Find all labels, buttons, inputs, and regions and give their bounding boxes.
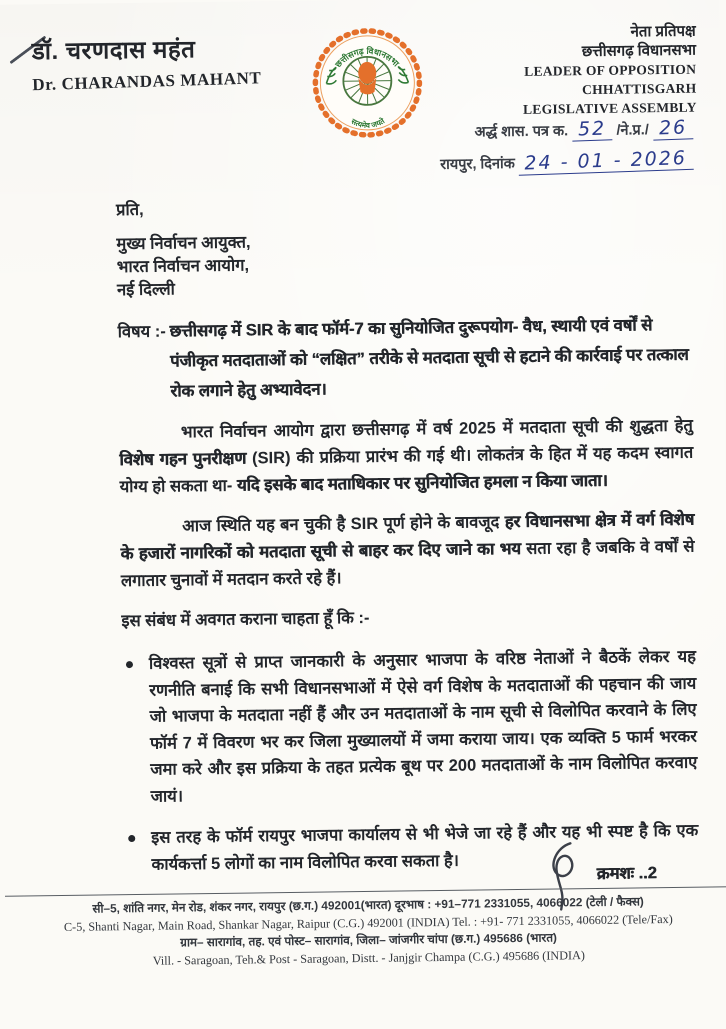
list-item xyxy=(122,644,698,810)
addressee-line-3: नई दिल्ली xyxy=(116,280,175,300)
paragraph-1-bold-1: विशेष गहन पुनरीक्षण xyxy=(119,449,247,470)
subject-text: छत्तीसगढ़ में SIR के बाद फॉर्म-7 का सुनियोजित दुरूपयोग- वैध, स्थायी एवं वर्षों से पंजीकृत मतदाताओं को “लक्षित” तरीके से मतदाता सूची से हटाने की कार्रवाई पर तत्काल रोक लगाने हेतु अभ्यावेदन। xyxy=(169,316,689,401)
emblem-arc-top-text: छत्तीसगढ़ विधानसभा xyxy=(332,45,402,70)
date-handwritten: 24 - 01 - 2026 xyxy=(519,148,694,176)
emblem-center-figure xyxy=(358,62,376,95)
footer-address-hindi-1: सी–5, शांति नगर, मेन रोड, शंकर नगर, रायपुर (छ.ग.) 492001(भारत) दूरभाष : +91–771 2331055, 4066022 (टेली / फैक्स) xyxy=(92,894,644,916)
sender-name-hindi: डॉ. चरणदास महंत xyxy=(31,36,196,66)
footer-address-block xyxy=(5,892,726,971)
bullet-icon xyxy=(128,835,135,842)
subject-label: विषय :- xyxy=(117,322,166,342)
office-title-english-3: LEGISLATIVE ASSEMBLY xyxy=(522,99,697,117)
office-title-hindi-1: नेता प्रतिपक्ष xyxy=(630,22,696,41)
office-title-english-1: LEADER OF OPPOSITION xyxy=(524,61,697,79)
emblem-seal-icon xyxy=(310,25,425,140)
paragraph-2-bold: हर विधानसभा क्षेत्र में वर्ग विशेष के हजारों नागरिकों को मतदाता सूची से बाहर कर दिए जाने का भय xyxy=(120,510,695,564)
date-prefix: रायपुर, दिनांक xyxy=(440,155,515,173)
letterhead-name-block xyxy=(32,31,262,93)
letter-body xyxy=(116,190,699,893)
footer-address-english-2: Vill. - Saragoan, Teh.& Post - Saragoan, Distt. - Janjgir Champa (C.G.) 495686 (INDIA) xyxy=(152,947,585,968)
subject-block xyxy=(117,310,692,408)
reference-middle: /ने.प्र./ xyxy=(616,122,649,139)
reference-prefix: अर्द्ध शास. पत्र क. xyxy=(474,123,569,141)
paragraph-1 xyxy=(119,413,694,502)
reference-line xyxy=(440,114,694,149)
footer-address-english-1: C-5, Shanti Nagar, Main Road, Shankar Nagar, Raipur (C.G.) 492001 (INDIA) Tel. : +91- 771 2331055, 4066022 (Tele/Fax) xyxy=(63,911,673,934)
addressee-line-2: भारत निर्वाचन आयोग, xyxy=(116,256,250,277)
office-title-english-2: CHHATTISGARH xyxy=(582,80,697,98)
paragraph-2 xyxy=(120,507,695,596)
reference-block xyxy=(440,114,694,181)
points-list xyxy=(122,644,699,878)
paragraph-1-text-2: (SIR) की प्रक्रिया प्रारंभ की गई थी। लोकतंत्र के हित में यह कदम स्वागत योग्य हो सकता था- xyxy=(119,443,694,497)
date-line xyxy=(440,146,694,181)
footer-address-hindi-2: ग्राम– सारागांव, तह. एवं पोस्ट– सारागांव, जिला– जांजगीर चांपा (छ.ग.) 495686 (भारत) xyxy=(180,930,558,950)
reference-number-handwritten: 52 xyxy=(572,118,613,141)
list-item-text: विश्वस्त सूत्रों से प्राप्त जानकारी के अनुसार भाजपा के वरिष्ठ नेताओं ने बैठकें लेकर यह रणनीति बनाई कि सभी विधानसभाओं में ऐसे वर्ग विशेष के मतदाताओं की पहचान की जाय जो भाजपा के मतदाता नहीं हैं और उन मतदाताओं के नाम सूची से विलोपित करवाने के लिए फॉर्म 7 में विवरण भर कर जिला मुख्यालयों में जमा कराया जाय। एक व्यक्ति 5 फार्म भरकर जमा करे और इस प्रक्रिया के तहत प्रत्येक बूथ पर 200 मतदाताओं के नाम विलोपित करवाए जायं। xyxy=(148,647,698,806)
paragraph-2-text: आज स्थिति यह बन चुकी है SIR पूर्ण होने के बावजूद xyxy=(182,513,505,536)
lead-in-line: इस संबंध में अवगत कराना चाहता हूँ कि :- xyxy=(121,608,370,631)
addressee-line-1: मुख्य निर्वाचन आयुक्त, xyxy=(116,233,251,254)
salutation: प्रति, xyxy=(115,200,144,220)
sender-name-english: Dr. CHARANDAS MAHANT xyxy=(32,68,262,95)
list-item-text: इस तरह के फॉर्म रायपुर भाजपा कार्यालय से भी भेजे जा रहे हैं और यह भी स्पष्ट है कि एक कार्यकर्त्ता 5 लोगों का नाम विलोपित करवा सकता है। xyxy=(151,821,699,874)
paragraph-1-text: भारत निर्वाचन आयोग द्वारा छत्तीसगढ़ में वर्ष 2025 में मतदाता सूची की शुद्धता हेतु xyxy=(180,416,694,442)
paragraph-1-bold-2: यदि इसके बाद मताधिकार पर सुनियोजित हमला न किया जाता। xyxy=(236,471,608,495)
emblem-arc-bottom-text: सत्यमेव जयते xyxy=(349,116,387,130)
office-title-hindi-2: छत्तीसगढ़ विधानसभा xyxy=(581,41,697,61)
bullet-icon xyxy=(126,661,133,668)
assembly-emblem-icon xyxy=(310,25,425,140)
reference-number-2-handwritten: 26 xyxy=(652,117,693,140)
continuation-marker: क्रमशः ..2 xyxy=(596,864,657,883)
paragraph-2-text-2: सता रहा है जबकि वे वर्षों से लगातार चुनावों में मतदान करते रहे हैं। xyxy=(120,537,695,591)
letterhead-office-block xyxy=(522,22,697,119)
